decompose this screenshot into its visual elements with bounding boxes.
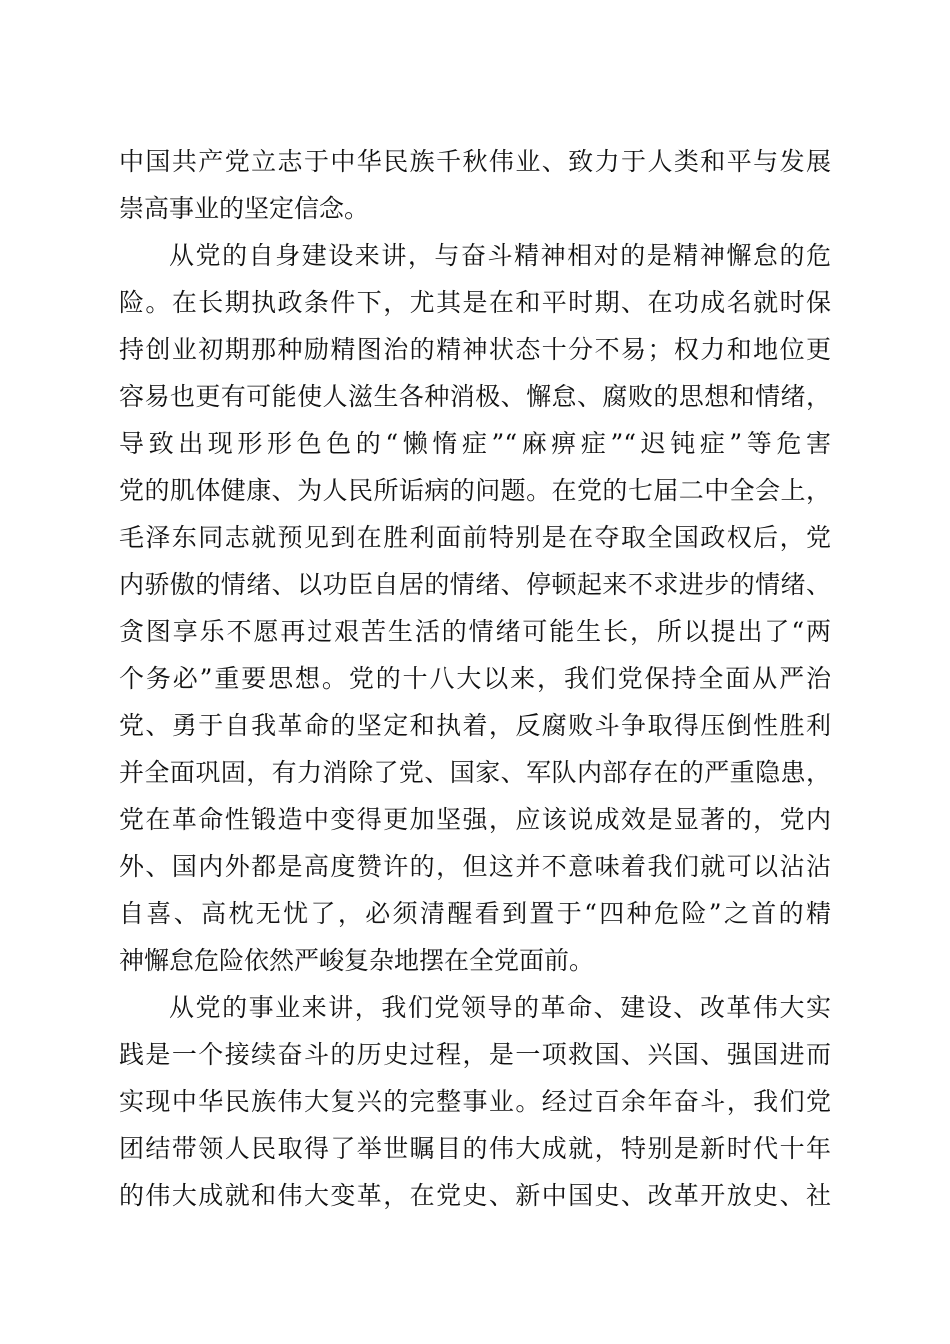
text-line: 的伟大成就和伟大变革，在党史、新中国史、改革开放史、社	[119, 1181, 831, 1210]
text-line: 团结带领人民取得了举世瞩目的伟大成就，特别是新时代十年	[119, 1134, 831, 1163]
text-line: 崇高事业的坚定信念。	[119, 194, 370, 223]
text-line: 中国共产党立志于中华民族千秋伟业、致力于人类和平与发展	[119, 147, 831, 176]
text-line: 毛泽东同志就预见到在胜利面前特别是在夺取全国政权后，党	[119, 523, 831, 552]
text-line: 容易也更有可能使人滋生各种消极、懈怠、腐败的思想和情绪，	[119, 382, 831, 411]
text-line: 党在革命性锻造中变得更加坚强，应该说成效是显著的，党内	[119, 805, 831, 834]
text-line: 持创业初期那种励精图治的精神状态十分不易；权力和地位更	[119, 335, 831, 364]
text-line: 内骄傲的情绪、以功臣自居的情绪、停顿起来不求进步的情绪、	[119, 570, 831, 599]
text-line: 神懈怠危险依然严峻复杂地摆在全党面前。	[119, 946, 595, 975]
text-line: 个务必”重要思想。党的十八大以来，我们党保持全面从严治	[119, 664, 831, 693]
text-line: 外、国内外都是高度赞许的，但这并不意味着我们就可以沾沾	[119, 852, 831, 881]
text-line: 导致出现形形色色的“懒惰症”“麻痹症”“迟钝症”等危害	[119, 429, 831, 458]
text-line: 并全面巩固，有力消除了党、国家、军队内部存在的严重隐患，	[119, 758, 831, 787]
paragraph-start-line: 从党的事业来讲，我们党领导的革命、建设、改革伟大实	[169, 993, 831, 1022]
text-line: 党的肌体健康、为人民所诟病的问题。在党的七届二中全会上，	[119, 476, 831, 505]
text-line: 实现中华民族伟大复兴的完整事业。经过百余年奋斗，我们党	[119, 1087, 831, 1116]
text-line: 自喜、高枕无忧了，必须清醒看到置于“四种危险”之首的精	[119, 899, 831, 928]
text-line: 贪图享乐不愿再过艰苦生活的情绪可能生长，所以提出了“两	[119, 617, 831, 646]
paragraph-start-line: 从党的自身建设来讲，与奋斗精神相对的是精神懈怠的危	[169, 241, 831, 270]
text-line: 险。在长期执政条件下，尤其是在和平时期、在功成名就时保	[119, 288, 831, 317]
text-line: 党、勇于自我革命的坚定和执着，反腐败斗争取得压倒性胜利	[119, 711, 831, 740]
text-line: 践是一个接续奋斗的历史过程，是一项救国、兴国、强国进而	[119, 1040, 831, 1069]
